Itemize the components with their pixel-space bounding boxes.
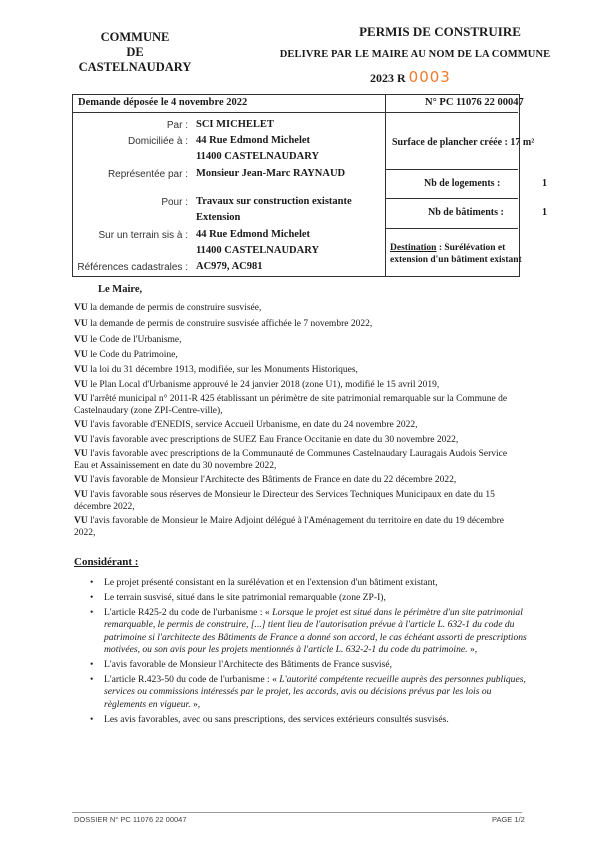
vu-prefix: VU — [74, 350, 88, 360]
batiments-label: Nb de bâtiments : — [428, 207, 504, 218]
vu-prefix: VU — [74, 475, 88, 485]
label-cadastre: Références cadastrales : — [77, 262, 188, 273]
destination-text: : Surélévation et extension d'un bâtiment existant — [390, 243, 522, 265]
vu-item — [74, 489, 524, 513]
list-item — [90, 577, 530, 589]
vu-text: la demande de permis de construire susvisée, — [90, 303, 262, 313]
vu-item — [74, 393, 524, 417]
batiments-value: 1 — [542, 207, 547, 218]
vu-item — [74, 379, 524, 391]
considerant-title: Considérant : — [74, 556, 139, 568]
vu-text: l'avis favorable de Monsieur l'Architecte des Bâtiments de France en date du 22 décembre 2022, — [90, 475, 457, 485]
document-title: PERMIS DE CONSTRUIRE — [359, 24, 521, 39]
value-domicile-1: 44 Rue Edmond Michelet — [196, 135, 311, 146]
commune-line-1: COMMUNE — [100, 30, 170, 44]
label-par: Par : — [166, 120, 188, 131]
deposit-date: Demande déposée le 4 novembre 2022 — [78, 97, 248, 108]
vu-item — [74, 334, 524, 346]
vu-text: l'avis favorable sous réserves de Monsieur le Directeur des Services Techniques Municipaux en date du 15 décembre 2022, — [74, 490, 495, 513]
commune-block — [70, 30, 200, 75]
logements-value: 1 — [542, 178, 547, 189]
permit-number-handwritten: 0003 — [408, 68, 451, 86]
label-domicile: Domiciliée à : — [127, 136, 188, 147]
value-cadastre: AC979, AC981 — [196, 261, 263, 272]
vu-prefix: VU — [74, 435, 88, 445]
vu-item — [74, 318, 524, 330]
considerant-text: Le projet présenté consistant en la surélévation et en l'extension d'un bâtiment existant, — [104, 577, 438, 588]
list-item — [90, 607, 530, 657]
value-domicile-2: 11400 CASTELNAUDARY — [196, 151, 320, 162]
vu-item — [74, 515, 524, 539]
considerant-text: L'article R425-2 du code de l'urbanisme : « — [104, 606, 273, 618]
vu-prefix: VU — [74, 365, 88, 375]
vu-item — [74, 364, 524, 376]
vu-text: la loi du 31 décembre 1913, modifiée, sur les Monuments Historiques, — [90, 365, 358, 375]
value-terrain-2: 11400 CASTELNAUDARY — [196, 245, 320, 256]
considerant-text: Les avis favorables, avec ou sans prescriptions, des services extérieurs consultés susvisés. — [104, 713, 449, 725]
destination — [390, 242, 522, 266]
list-item — [90, 592, 530, 604]
vu-prefix: VU — [74, 303, 88, 313]
vu-item — [74, 434, 524, 446]
pc-number: N° PC 11076 22 00047 — [425, 97, 524, 108]
vu-text: l'avis favorable de Monsieur le Maire Adjoint délégué à l'Aménagement du territoire en date du 19 décembre 2022, — [74, 516, 504, 539]
considerant-quote: Lorsque le projet est situé dans le périmètre d'un site patrimonial remarquable, le permis de construire, [...] tient lieu de l'autorisation prévue à l'article L. 632-1 du code du patrimoine si l'architecte des Bâtiments de France a donné son accord, le cas échéant assorti de prescriptions motivées, ou son avis pour les projets mentionnés à l'article L. 632-2-1 du code du patrimoine. — [104, 606, 527, 656]
vu-item — [74, 349, 524, 361]
vu-text: la demande de permis de construire susvisée affichée le 7 novembre 2022, — [90, 319, 373, 329]
considerant-text: L'article R.423-50 du code de l'urbanisme : « — [104, 673, 280, 685]
destination-label: Destination — [390, 243, 437, 253]
commune-line-3: CASTELNAUDARY — [78, 60, 192, 74]
permit-number-prefix: 2023 R — [370, 71, 406, 85]
value-pour-1: Travaux sur construction existante — [196, 196, 352, 207]
vu-text: le Plan Local d'Urbanisme approuvé le 24 janvier 2018 (zone U1), modifié le 15 avril 2019, — [90, 380, 440, 390]
vu-text: l'avis favorable avec prescriptions de SUEZ Eau France Occitanie en date du 30 novembre 2022, — [90, 435, 459, 445]
value-par: SCI MICHELET — [196, 119, 274, 130]
considerant-text: Le terrain susvisé, situé dans le site patrimonial remarquable (zone ZP-I), — [104, 591, 386, 603]
value-pour-2: Extension — [196, 212, 241, 223]
vu-text: l'avis favorable d'ENEDIS, service Accueil Urbanisme, en date du 24 novembre 2022, — [90, 420, 418, 430]
vu-prefix: VU — [74, 490, 88, 500]
label-terrain: Sur un terrain sis à : — [98, 230, 188, 241]
vu-item — [74, 302, 524, 314]
footer-page: PAGE 1/2 — [492, 815, 525, 824]
vu-prefix: VU — [74, 420, 88, 430]
vu-prefix: VU — [74, 335, 88, 345]
considerant-quote: L'autorité compétente recueille auprès des personnes publiques, services ou commissions intéressés par le projet, les accords, avis ou décisions prévus par les lois ou règlements en vigueur. — [104, 673, 526, 710]
vu-prefix: VU — [74, 380, 88, 390]
vu-text: le Code du Patrimoine, — [90, 350, 178, 360]
vu-text: l'avis favorable avec prescriptions de la Communauté de Communes Castelnaudary Lauragais Audois Service Eau et Assainissement en date du 30 novembre 2022, — [74, 449, 508, 472]
list-item — [90, 659, 530, 671]
le-maire: Le Maire, — [98, 284, 143, 295]
vu-item — [74, 448, 524, 472]
vu-prefix: VU — [74, 449, 88, 459]
footer-divider — [72, 812, 522, 813]
vu-text: le Code de l'Urbanisme, — [90, 335, 182, 345]
value-represente: Monsieur Jean-Marc RAYNAUD — [196, 168, 346, 179]
vu-item — [74, 419, 524, 431]
document-subtitle: DELIVRE PAR LE MAIRE AU NOM DE LA COMMUNE — [279, 49, 551, 60]
label-represente: Représentée par : — [107, 169, 188, 180]
considerant-text-end: », — [467, 644, 478, 656]
considerant-text: L'avis favorable de Monsieur l'Architecte des Bâtiments de France susvisé, — [104, 658, 392, 670]
list-item — [90, 714, 530, 726]
considerant-list — [90, 577, 530, 728]
vu-text: l'arrêté municipal n° 2011-R 425 établissant un périmètre de site patrimonial remarquable sur la Commune de Castelnaudary (zone ZPI-Centre-ville), — [74, 394, 508, 417]
label-pour: Pour : — [161, 197, 188, 208]
vu-prefix: VU — [74, 319, 88, 329]
permit-number — [370, 68, 520, 86]
commune-line-2: DE — [126, 45, 144, 59]
value-terrain-1: 44 Rue Edmond Michelet — [196, 229, 311, 240]
vu-prefix: VU — [74, 394, 88, 404]
vu-prefix: VU — [74, 516, 88, 526]
list-item — [90, 674, 530, 711]
footer-dossier: DOSSIER N° PC 11076 22 00047 — [74, 815, 187, 824]
logements-label: Nb de logements : — [424, 178, 501, 189]
vu-item — [74, 474, 524, 486]
considerant-text-end: », — [190, 698, 201, 710]
surface-text: Surface de plancher créée : 17 m² — [392, 137, 535, 148]
